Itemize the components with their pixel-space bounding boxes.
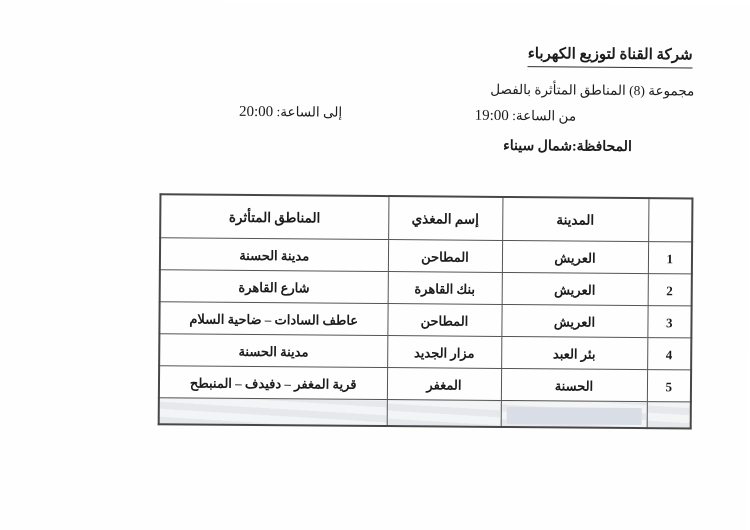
cell-areas: مدينة الحسنة <box>159 334 387 368</box>
cell-feeder: بنك القاهرة <box>388 272 502 305</box>
table-row <box>160 270 692 306</box>
cell-index <box>647 402 691 429</box>
header-feeder: إسم المغذي <box>388 196 502 240</box>
from-time-label: من الساعة: <box>512 108 577 124</box>
cell-city: العريش <box>501 304 647 337</box>
table-row <box>159 302 691 338</box>
cell-city: العريش <box>502 272 648 305</box>
table-row <box>159 366 691 402</box>
cell-areas: عاطف السادات – ضاحية السلام <box>159 302 387 336</box>
cell-feeder: مزار الجديد <box>387 336 501 369</box>
scan-artifact-block <box>506 406 641 424</box>
header-areas: المناطق المتأثرة <box>160 194 388 239</box>
to-time-line <box>239 104 342 122</box>
cell-index: 5 <box>647 370 691 402</box>
cell-index: 1 <box>648 242 692 274</box>
from-time-value: 19:00 <box>474 107 509 124</box>
cell-city <box>501 400 647 428</box>
cell-areas: قرية المغفر – دفيدف – المنبطح <box>159 366 387 400</box>
document-title: شركة القناة لتوزيع الكهرباء <box>528 44 693 68</box>
outage-schedule-table <box>158 193 694 429</box>
cell-areas <box>159 398 387 426</box>
cell-areas: مدينة الحسنة <box>160 238 388 272</box>
cell-index: 2 <box>648 274 692 306</box>
table-row <box>159 398 691 429</box>
cell-index: 3 <box>647 306 691 338</box>
cell-city: بئر العبد <box>501 336 647 369</box>
from-time-line <box>475 108 577 126</box>
table-row <box>159 334 691 370</box>
group-subtitle: مجموعة (8) المناطق المتأثرة بالفصل <box>490 81 695 99</box>
cell-feeder <box>387 400 501 427</box>
cell-city: العريش <box>502 240 648 273</box>
cell-feeder: المغفر <box>387 368 501 401</box>
cell-city: الحسنة <box>501 368 647 401</box>
table-row <box>160 238 692 274</box>
table-body <box>159 238 692 429</box>
cell-feeder: المطاحن <box>387 304 501 337</box>
governorate-line: المحافظة:شمال سيناء <box>503 138 632 155</box>
header-index <box>648 198 692 242</box>
to-time-value: 20:00 <box>238 103 274 121</box>
to-time-label: إلى الساعة: <box>276 104 343 120</box>
cell-areas: شارع القاهرة <box>160 270 388 304</box>
header-city: المدينة <box>502 197 648 242</box>
table-header-row <box>160 194 692 242</box>
cell-index: 4 <box>647 338 691 370</box>
cell-feeder: المطاحن <box>388 240 502 273</box>
